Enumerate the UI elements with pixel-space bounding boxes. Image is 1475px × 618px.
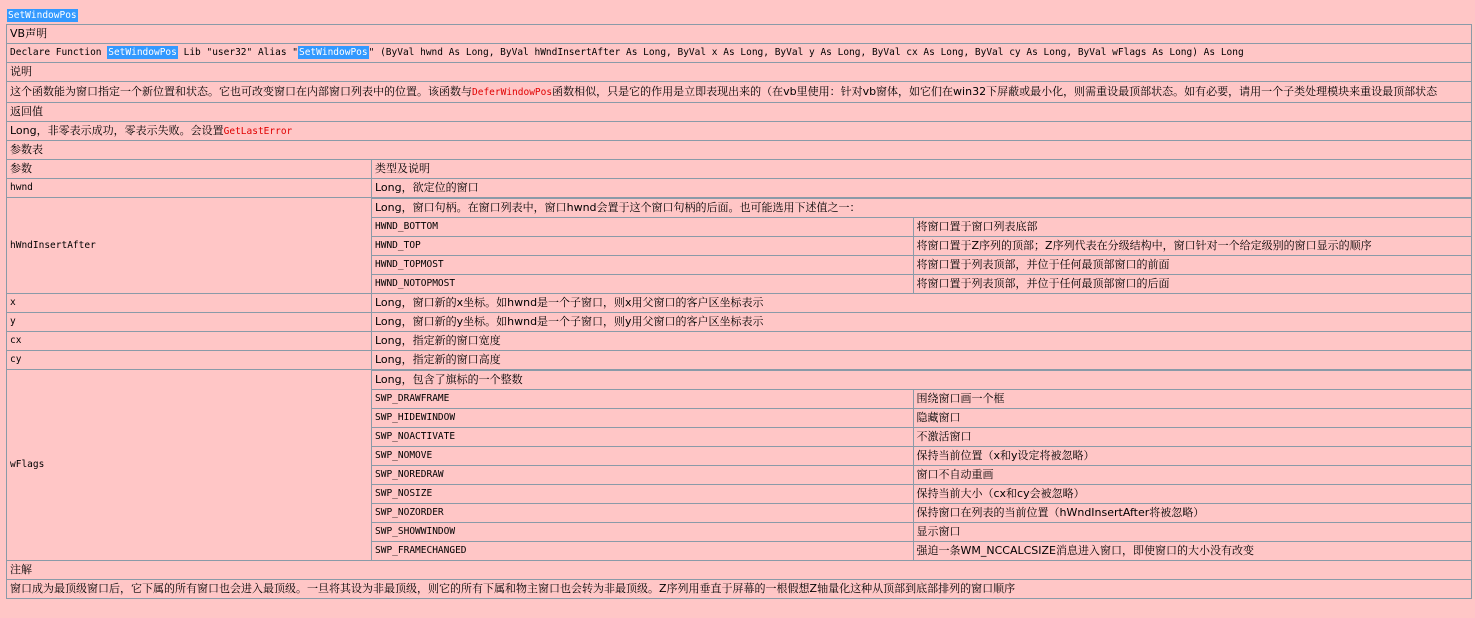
hwndinsertafter-values-table — [372, 198, 1471, 293]
param-name: cy — [7, 351, 372, 370]
description-text-2: 函数相似，只是它的作用是立即表现出来的（在vb里使用：针对vb窗体，如它们在win32下屏蔽或最小化，则需重设最顶部状态。如有必要，请用一个子类处理模块来重设最顶部状态 — [552, 84, 1438, 98]
value-desc: 保持当前位置（x和y设定将被忽略） — [913, 447, 1471, 466]
param-desc: Long，窗口新的y坐标。如hwnd是一个子窗口，则y用父窗口的客户区坐标表示 — [372, 313, 1472, 332]
param-row-cx — [7, 332, 1472, 351]
document — [6, 6, 1472, 599]
value-row — [372, 428, 1471, 447]
value-desc: 将窗口置于Z序列的顶部；Z序列代表在分级结构中，窗口针对一个给定级别的窗口显示的顺序 — [913, 237, 1471, 256]
value-row — [372, 504, 1471, 523]
vb-declaration-header: VB声明 — [7, 25, 1472, 44]
value-name: HWND_BOTTOM — [372, 218, 913, 237]
value-name: SWP_NOZORDER — [372, 504, 913, 523]
param-row-hwnd — [7, 179, 1472, 198]
value-row — [372, 218, 1471, 237]
declare-function-name[interactable]: SetWindowPos — [108, 47, 177, 58]
getlasterror-link[interactable]: GetLastError — [223, 125, 293, 137]
value-row — [372, 409, 1471, 428]
value-desc: 显示窗口 — [913, 523, 1471, 542]
value-name: SWP_DRAWFRAME — [372, 390, 913, 409]
param-name: y — [7, 313, 372, 332]
param-name: wFlags — [7, 370, 372, 561]
value-name: SWP_NOACTIVATE — [372, 428, 913, 447]
param-row-hwndinsertafter — [7, 198, 1472, 294]
value-row — [372, 390, 1471, 409]
value-row — [372, 275, 1471, 294]
api-table — [6, 24, 1472, 599]
value-name: SWP_NOMOVE — [372, 447, 913, 466]
param-desc-nested — [372, 370, 1472, 561]
param-desc-nested — [372, 198, 1472, 294]
param-desc: Long，包含了旗标的一个整数 — [372, 371, 1471, 390]
param-name: x — [7, 294, 372, 313]
deferwindowpos-link[interactable]: DeferWindowPos — [472, 86, 553, 98]
value-row — [372, 256, 1471, 275]
value-name: SWP_SHOWWINDOW — [372, 523, 913, 542]
declare-params: " (ByVal hwnd As Long, ByVal hWndInsertAfter As Long, ByVal x As Long, ByVal y As Long, ByVal cx As Long, ByVal cy As Long, ByVal wFlags As Long) As Long — [368, 47, 1244, 58]
value-name: SWP_HIDEWINDOW — [372, 409, 913, 428]
value-row — [372, 542, 1471, 561]
value-desc: 隐藏窗口 — [913, 409, 1471, 428]
value-row — [372, 485, 1471, 504]
value-desc: 保持当前大小（cx和cy会被忽略） — [913, 485, 1471, 504]
value-desc: 围绕窗口画一个框 — [913, 390, 1471, 409]
value-row — [372, 237, 1471, 256]
page-title — [6, 6, 1472, 24]
value-desc: 保持窗口在列表的当前位置（hWndInsertAfter将被忽略） — [913, 504, 1471, 523]
value-name: SWP_NOSIZE — [372, 485, 913, 504]
value-row — [372, 523, 1471, 542]
value-name: HWND_TOP — [372, 237, 913, 256]
value-desc: 将窗口置于列表顶部，并位于任何最顶部窗口的前面 — [913, 256, 1471, 275]
declare-prefix: Declare Function — [10, 47, 108, 58]
description-header: 说明 — [7, 63, 1472, 82]
col-type-header: 类型及说明 — [372, 160, 1472, 179]
param-name: hwnd — [7, 179, 372, 198]
value-row — [372, 466, 1471, 485]
param-desc: Long，窗口新的x坐标。如hwnd是一个子窗口，则x用父窗口的客户区坐标表示 — [372, 294, 1472, 313]
param-row-cy — [7, 351, 1472, 370]
return-value — [7, 122, 1472, 141]
vb-declaration — [7, 44, 1472, 63]
param-row-y — [7, 313, 1472, 332]
return-header: 返回值 — [7, 103, 1472, 122]
value-name: SWP_NOREDRAW — [372, 466, 913, 485]
param-row-x — [7, 294, 1472, 313]
value-row — [372, 447, 1471, 466]
param-desc: Long，指定新的窗口高度 — [372, 351, 1472, 370]
declare-lib: Lib "user32" Alias " — [177, 47, 298, 58]
param-name: cx — [7, 332, 372, 351]
value-name: HWND_NOTOPMOST — [372, 275, 913, 294]
return-text: Long，非零表示成功，零表示失败。会设置 — [10, 123, 224, 137]
param-desc: Long，窗口句柄。在窗口列表中，窗口hwnd会置于这个窗口句柄的后面。也可能选用下述值之一： — [372, 199, 1471, 218]
params-header: 参数表 — [7, 141, 1472, 160]
value-desc: 不激活窗口 — [913, 428, 1471, 447]
value-desc: 将窗口置于列表顶部，并位于任何最顶部窗口的后面 — [913, 275, 1471, 294]
declare-alias-name[interactable]: SetWindowPos — [298, 47, 368, 58]
value-name: HWND_TOPMOST — [372, 256, 913, 275]
param-name: hWndInsertAfter — [7, 198, 372, 294]
value-name: SWP_FRAMECHANGED — [372, 542, 913, 561]
wflags-values-table — [372, 370, 1471, 560]
param-desc: Long，指定新的窗口宽度 — [372, 332, 1472, 351]
value-desc: 将窗口置于窗口列表底部 — [913, 218, 1471, 237]
function-title[interactable]: SetWindowPos — [8, 10, 77, 21]
value-desc: 强迫一条WM_NCCALCSIZE消息进入窗口，即使窗口的大小没有改变 — [913, 542, 1471, 561]
param-desc: Long，欲定位的窗口 — [372, 179, 1472, 198]
param-row-wflags — [7, 370, 1472, 561]
description-text-1: 这个函数能为窗口指定一个新位置和状态。它也可改变窗口在内部窗口列表中的位置。该函数与 — [10, 84, 472, 98]
col-param-header: 参数 — [7, 160, 372, 179]
notes-header: 注解 — [7, 561, 1472, 580]
description — [7, 82, 1472, 103]
value-desc: 窗口不自动重画 — [913, 466, 1471, 485]
notes: 窗口成为最顶级窗口后，它下属的所有窗口也会进入最顶级。一旦将其设为非最顶级，则它的所有下属和物主窗口也会转为非最顶级。Z序列用垂直于屏幕的一根假想Z轴量化这种从顶部到底部排列的窗口顺序 — [7, 580, 1472, 599]
